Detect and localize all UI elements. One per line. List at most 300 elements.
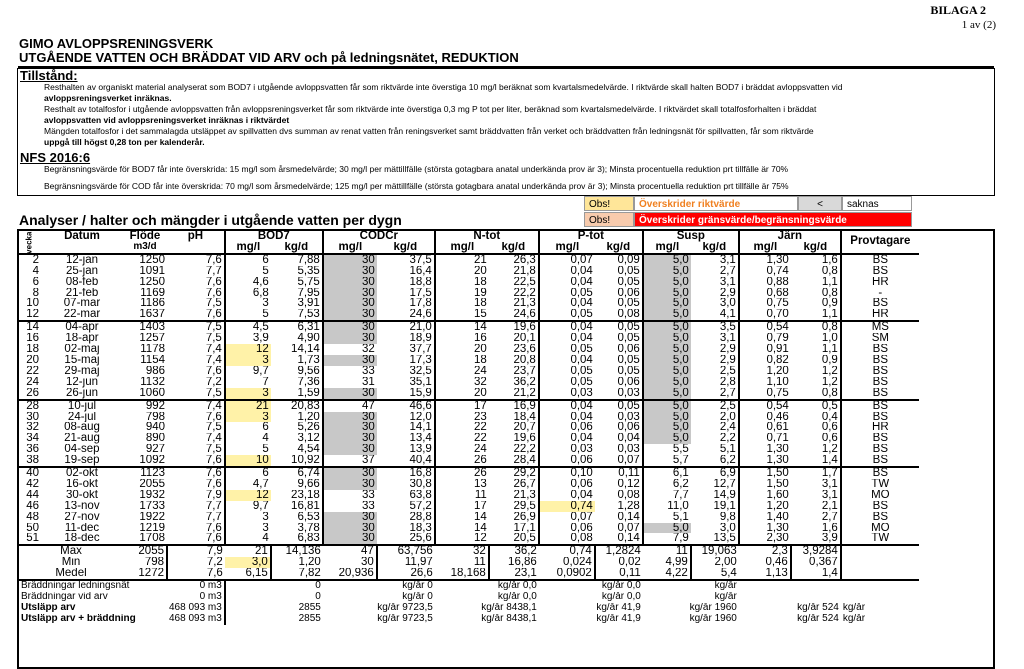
table-cell: 0,08 <box>617 489 640 501</box>
table-cell: 6,2 <box>643 479 691 490</box>
table-row <box>19 412 919 423</box>
table-row <box>19 254 919 266</box>
table-cell: 17,3 <box>409 354 432 366</box>
table-cell: 5,0 <box>643 309 691 321</box>
table-cell: 11-dec <box>64 522 100 534</box>
table-cell: 30 <box>323 533 377 545</box>
table-row <box>19 388 919 400</box>
table-cell: 6,9 <box>719 467 736 479</box>
table-cell: 0,03 <box>617 444 640 456</box>
table-cell: 1123 <box>140 467 165 479</box>
col-unit: mg/l <box>739 242 791 254</box>
table-cell: 1,0 <box>821 333 838 345</box>
table-cell: 6 <box>32 276 39 288</box>
table-cell: 7,6 <box>205 411 222 423</box>
table-cell: Min <box>61 557 81 569</box>
table-cell <box>841 592 919 603</box>
table-cell: 0,08 <box>539 533 595 545</box>
col-ph: pH <box>187 231 204 242</box>
table-row <box>19 277 919 288</box>
table-cell: 0,05 <box>617 365 640 377</box>
table-cell: 0,04 <box>539 266 595 277</box>
table-cell: 0,05 <box>617 321 640 334</box>
table-cell: 31 <box>323 377 377 388</box>
table-row <box>19 400 919 412</box>
table-cell: TW <box>841 479 919 490</box>
table-cell: 1,60 <box>739 490 791 501</box>
table-row <box>19 333 919 344</box>
table-cell: 26,6 <box>377 568 435 580</box>
table-cell: 4 <box>225 533 271 545</box>
table-cell: kg/år <box>842 613 866 624</box>
table-cell: 26 <box>26 387 39 399</box>
table-cell: 2,8 <box>719 376 736 388</box>
table-row <box>19 479 919 490</box>
table-row <box>19 490 919 501</box>
table-cell: 32 <box>435 377 489 388</box>
table-cell: 5 <box>225 309 271 321</box>
table-cell: - <box>841 288 919 299</box>
table-cell: 1,30 <box>739 523 791 534</box>
table-cell: 5,0 <box>643 266 691 277</box>
table-cell: 0,04 <box>539 400 595 412</box>
table-cell: 13-nov <box>64 500 100 512</box>
table-cell: 7,5 <box>205 387 222 399</box>
table-cell: 30 <box>323 277 377 288</box>
table-cell: 0,6 <box>821 422 838 434</box>
col-susp: Susp <box>643 231 739 242</box>
table-cell: 30 <box>323 512 377 523</box>
table-cell: 890 <box>145 433 165 445</box>
table-cell: 32 <box>473 545 486 558</box>
table-cell: 14,136 <box>271 545 323 557</box>
table-cell: 5,0 <box>643 344 691 355</box>
table-cell: 08-aug <box>64 422 100 434</box>
table-cell: 42 <box>26 478 39 490</box>
table-cell: HR <box>841 309 919 321</box>
table-cell: 07-mar <box>63 298 101 310</box>
table-cell: 1932 <box>139 489 165 501</box>
table-cell: 18,3 <box>409 522 432 534</box>
table-cell: 1,30 <box>739 254 791 266</box>
table-cell: BS <box>841 344 919 355</box>
table-cell: 21,0 <box>409 321 432 334</box>
table-cell: 2855 <box>225 603 323 614</box>
table-cell: 28,4 <box>513 455 536 467</box>
table-cell: 0,08 <box>617 309 640 321</box>
table-cell: 15-maj <box>64 354 100 366</box>
table-cell: 3 <box>225 355 271 366</box>
table-cell: 20,83 <box>291 399 320 412</box>
table-cell: 3,1 <box>719 253 736 266</box>
table-cell: 19,1 <box>713 500 736 512</box>
stats-row <box>19 557 919 568</box>
stats-row <box>19 545 919 557</box>
table-cell: 5,7 <box>643 455 691 467</box>
table-cell: 2,0 <box>719 411 736 423</box>
table-cell: 7,4 <box>205 344 222 355</box>
col-bod: BOD7 <box>225 231 323 242</box>
table-cell: 23 <box>435 412 489 423</box>
table-cell: BS <box>841 467 919 479</box>
table-cell: Bräddningar vid arv <box>21 592 108 602</box>
table-cell: 16,8 <box>409 467 432 479</box>
table-cell: 0,05 <box>617 276 640 288</box>
table-cell: 6 <box>225 467 271 479</box>
table-row <box>19 467 919 479</box>
table-cell: 0,07 <box>617 455 640 467</box>
table-cell: 0,11 <box>595 568 643 580</box>
table-cell: 1,73 <box>297 354 320 366</box>
tillstand-line: avloppsvatten vid avloppsreningsverket inräknas i riktvärdet <box>44 115 290 125</box>
legend-obs-pink: Obs! <box>584 212 634 227</box>
table-cell: 18-dec <box>64 533 100 545</box>
table-cell: 7,6 <box>205 533 222 545</box>
table-cell: 0,71 <box>739 433 791 444</box>
table-cell: 2,7 <box>821 511 838 523</box>
document-title: GIMO AVLOPPSRENINGSVERK <box>19 36 214 51</box>
table-cell: 7,7 <box>205 511 222 523</box>
table-cell: 2 <box>32 253 39 266</box>
table-cell: 1,40 <box>739 512 791 523</box>
table-cell: 19-sep <box>64 455 100 467</box>
table-cell: 21 <box>255 545 268 558</box>
table-cell: 7,88 <box>297 253 320 266</box>
legend-obs-yellow: Obs! <box>584 196 634 211</box>
table-cell: 3 <box>225 388 271 400</box>
table-cell: 0,05 <box>539 309 595 321</box>
table-cell: 1257 <box>139 333 165 345</box>
table-cell: kg/år 41,9 <box>596 613 641 624</box>
table-cell: 7,4 <box>205 433 222 445</box>
table-cell: 0,88 <box>739 277 791 288</box>
table-cell: 1,2824 <box>595 545 643 557</box>
table-cell: 1,13 <box>765 568 788 580</box>
table-cell: 7,6 <box>205 467 222 479</box>
col-unit: kg/d <box>393 241 418 253</box>
table-cell: 5,26 <box>297 422 320 434</box>
col-unit: mg/l <box>643 242 691 254</box>
table-cell <box>739 592 841 603</box>
table-cell: 24,6 <box>409 309 432 321</box>
table-cell: 29,2 <box>513 467 536 479</box>
table-row <box>19 309 919 321</box>
table-cell: 20 <box>435 388 489 400</box>
table-cell: 21,8 <box>513 265 536 277</box>
footer-row <box>19 592 919 603</box>
table-cell: BS <box>841 377 919 388</box>
col-datum: Datum <box>64 231 100 242</box>
table-cell: HR <box>841 422 919 433</box>
table-cell: 0,14 <box>617 511 640 523</box>
table-cell: 5 <box>225 444 271 455</box>
table-cell: 0,04 <box>617 433 640 445</box>
table-cell: 7,6 <box>205 287 222 299</box>
table-row <box>19 366 919 377</box>
table-cell: 32 <box>323 344 377 355</box>
table-cell: 32,5 <box>409 365 432 377</box>
table-cell: 12,0 <box>409 411 432 423</box>
table-cell: 0,06 <box>617 344 640 355</box>
table-cell: 21,2 <box>513 387 536 399</box>
table-cell <box>739 580 841 592</box>
table-cell: 0,79 <box>739 333 791 344</box>
table-cell: BS <box>841 366 919 377</box>
document-subtitle: UTGÅENDE VATTEN OCH BRÄDDAT VID ARV och på ledningsnätet, REDUKTION <box>19 50 519 65</box>
table-cell: 10-jul <box>67 399 97 412</box>
table-cell: 940 <box>145 422 165 434</box>
table-cell: TW <box>841 533 919 545</box>
table-cell: 0,10 <box>539 467 595 479</box>
table-cell: 2,9 <box>719 344 736 355</box>
table-cell: 6,1 <box>643 467 691 479</box>
table-cell: 7,53 <box>297 309 320 321</box>
table-cell: 3 <box>225 523 271 534</box>
table-cell: 30 <box>323 388 377 400</box>
table-cell: 02-okt <box>66 467 98 479</box>
table-cell: 0,04 <box>539 333 595 344</box>
table-cell: 22 <box>435 433 489 444</box>
table-cell: 2,30 <box>739 533 791 545</box>
table-cell: 0,5 <box>821 399 838 412</box>
table-cell: 10 <box>26 298 39 310</box>
table-cell: 16-okt <box>66 478 98 490</box>
table-cell: 0,04 <box>539 355 595 366</box>
table-cell: kg/år <box>842 602 866 613</box>
table-cell: 21-aug <box>64 433 100 445</box>
table-cell: 798 <box>145 411 165 423</box>
table-cell: 6,8 <box>225 288 271 299</box>
table-cell: 0 <box>225 592 323 603</box>
table-cell: 7,6 <box>167 568 225 580</box>
table-cell: kg/år 0 <box>402 592 433 602</box>
table-cell: kg/år 9723,5 <box>377 613 433 624</box>
table-cell: 16,86 <box>489 557 539 568</box>
col-unit: mg/l <box>539 242 595 254</box>
table-cell: 30 <box>323 254 377 266</box>
table-cell: 18 <box>435 298 489 309</box>
table-cell: 7,6 <box>205 253 222 266</box>
table-cell: 0,06 <box>539 479 595 490</box>
table-cell: 13 <box>435 479 489 490</box>
table-cell: 0,9 <box>821 298 838 310</box>
table-cell: 12,7 <box>713 478 736 490</box>
table-cell: 7,9 <box>205 489 222 501</box>
table-cell: 9,7 <box>225 366 271 377</box>
table-cell: 21,3 <box>513 298 536 310</box>
table-cell: 2,3 <box>771 545 788 558</box>
table-cell: 30 <box>323 444 377 455</box>
table-cell: 30 <box>323 288 377 299</box>
table-cell: 7,95 <box>297 287 320 299</box>
table-cell: 1403 <box>139 321 165 334</box>
table-cell: 0 m3 <box>199 580 222 592</box>
table-cell: 6,2 <box>719 455 736 467</box>
table-cell: BS <box>841 400 919 412</box>
table-cell: 2,5 <box>719 399 736 412</box>
table-cell: 0,07 <box>539 512 595 523</box>
table-cell: 1091 <box>139 265 165 277</box>
table-cell: 24-jul <box>67 411 97 423</box>
table-cell: 0,04 <box>539 490 595 501</box>
table-cell: 30 <box>323 309 377 321</box>
table-cell: 30 <box>323 523 377 534</box>
table-cell: 3,1 <box>821 489 838 501</box>
table-cell: BS <box>841 455 919 467</box>
table-cell: 1,59 <box>297 387 320 399</box>
table-cell: 30 <box>26 411 39 423</box>
table-cell: 13,4 <box>409 433 432 445</box>
table-cell: 18,8 <box>409 276 432 288</box>
table-cell: 0,03 <box>617 387 640 399</box>
table-cell: 7,5 <box>205 298 222 310</box>
table-cell: 63,8 <box>409 489 432 501</box>
table-cell: 21 <box>435 254 489 266</box>
table-cell: 1733 <box>139 500 165 512</box>
analys-title: Analyser / halter och mängder i utgående vatten per dygn <box>19 212 402 228</box>
table-cell: 0,8 <box>821 387 838 399</box>
table-cell: 22,2 <box>513 287 536 299</box>
table-cell: 48 <box>26 511 39 523</box>
table-cell: 0 <box>225 580 323 592</box>
table-cell: 13,9 <box>409 444 432 456</box>
table-cell <box>841 568 919 580</box>
col-ptot: P-tot <box>539 231 643 242</box>
table-cell: 14 <box>26 321 39 334</box>
tillstand-line: Resthalten av organiskt material analyserat som BOD7 i utgående avloppsvatten får som riktvärde inte överstiga 10 mg/l beräknat som kvartalsmedelvärde. I riktvärde skall halten BOD7 i bräddat avloppsvatten vid <box>44 82 843 92</box>
table-cell: 3,5 <box>719 321 736 334</box>
table-cell: 1178 <box>140 344 165 355</box>
table-cell: BS <box>841 266 919 277</box>
table-cell: 0,02 <box>595 557 643 568</box>
table-cell: 08-feb <box>65 276 99 288</box>
table-cell: 7,9 <box>643 533 691 545</box>
table-cell: BS <box>841 512 919 523</box>
table-cell: 0,07 <box>617 522 640 534</box>
table-row <box>19 355 919 366</box>
table-cell: 5,0 <box>643 377 691 388</box>
table-cell: 11 <box>473 557 486 569</box>
table-cell: 1,1 <box>821 344 838 355</box>
table-cell: 1922 <box>139 511 165 523</box>
table-cell: kg/år 1960 <box>689 602 737 613</box>
table-cell: 0,54 <box>739 321 791 333</box>
table-cell: 46 <box>26 500 39 512</box>
table-cell: 2,4 <box>719 422 736 434</box>
table-row <box>19 512 919 523</box>
table-cell: 0,82 <box>739 355 791 366</box>
table-cell: 0,91 <box>739 344 791 355</box>
table-cell: 1,30 <box>739 455 791 467</box>
table-cell: 7,2 <box>167 557 225 568</box>
tillstand-line: Mängden totalfosfor i det sammalagda utsläppet av spillvatten dvs summan av renat vatten från reningsverket samt bräddvatten från verket och bräddvatten från ledningsnät för spillvatten, får som riktvärde <box>44 126 814 136</box>
table-cell: 12 <box>225 490 271 501</box>
table-cell: 4,6 <box>225 277 271 288</box>
table-cell: 51 <box>26 533 39 545</box>
table-cell: 30 <box>323 333 377 344</box>
table-cell: 3,0 <box>719 298 736 310</box>
legend-less-than: < <box>798 196 842 211</box>
table-cell: 24,6 <box>513 309 536 321</box>
table-cell: 0,68 <box>739 288 791 299</box>
table-cell: 22 <box>435 422 489 433</box>
table-cell: 15,9 <box>409 387 432 399</box>
table-cell: HR <box>841 277 919 288</box>
legend-gransvarde: Överskrider gränsvärde/begränsningsvärde <box>634 212 912 227</box>
table-cell: 37,5 <box>409 253 432 266</box>
table-cell: 2,7 <box>719 265 736 277</box>
tillstand-line: Resthalt av totalfosfor i utgående avloppsvatten från avloppsreningsverket får som riktvärde inte överstiga 0,3 mg P tot per liter, beräknad som kvartalsmedelvärde. I riktvärdet skall totalfosforhalten i bräddat <box>44 104 817 114</box>
table-cell: 5,0 <box>643 298 691 309</box>
table-cell: 47 <box>323 400 377 412</box>
table-cell: 0,06 <box>539 523 595 534</box>
table-cell: 0,04 <box>539 412 595 423</box>
table-cell: 13,5 <box>713 533 736 545</box>
nfs-line: Begränsningsvärde för COD får inte överskrida: 70 mg/l som årsmedelvärde; 125 mg/l per mättillfälle (största gotagbara anatal underkända prov är 3); Minsta procentuella reduktion prt tillfälle är 75% <box>44 181 789 191</box>
bilaga-label: BILAGA 2 <box>930 3 986 17</box>
table-cell: 19,063 <box>691 545 739 557</box>
table-cell: kg/år 41,9 <box>596 602 641 613</box>
table-cell: 14 <box>435 523 489 534</box>
table-cell: 5,0 <box>643 523 691 534</box>
table-row <box>19 433 919 444</box>
table-cell: 7,6 <box>205 522 222 534</box>
table-cell: 26,9 <box>513 511 536 523</box>
table-cell: 19 <box>435 288 489 299</box>
table-cell: 04-apr <box>65 321 99 334</box>
table-cell: 0,04 <box>539 321 595 333</box>
table-cell: 14 <box>435 321 489 333</box>
footer-row <box>19 580 919 592</box>
table-cell: kg/år 0,0 <box>497 592 537 602</box>
table-cell: 2,00 <box>691 557 739 568</box>
table-cell: 1272 <box>138 568 164 580</box>
table-cell: 28 <box>26 399 39 412</box>
table-cell: MS <box>841 321 919 333</box>
table-cell: 30 <box>323 422 377 433</box>
stats-body <box>19 545 919 580</box>
table-cell: 0,04 <box>539 277 595 288</box>
col-ntot: N-tot <box>435 231 539 242</box>
table-cell: 5,0 <box>643 422 691 433</box>
col-provtagare: Provtagare <box>841 231 919 254</box>
table-cell: 9,66 <box>297 478 320 490</box>
table-cell: 17 <box>435 400 489 412</box>
table-cell: 7,7 <box>205 500 222 512</box>
table-cell: 0,05 <box>539 344 595 355</box>
table-cell: 26,7 <box>513 478 536 490</box>
table-cell: 23,1 <box>489 568 539 580</box>
table-cell: 0,05 <box>539 377 595 388</box>
table-cell: 9,56 <box>297 365 320 377</box>
table-cell: 7,7 <box>643 490 691 501</box>
table-cell: 9,8 <box>719 511 736 523</box>
table-cell: 3,1 <box>719 276 736 288</box>
table-cell: 37,7 <box>409 344 432 355</box>
table-row <box>19 298 919 309</box>
table-cell: 0,06 <box>539 422 595 433</box>
table-cell: kg/år 524 <box>797 602 839 613</box>
table-cell: 0,70 <box>739 309 791 321</box>
table-cell: 0,06 <box>539 455 595 467</box>
table-cell: 36,2 <box>489 545 539 557</box>
table-cell: 0,0902 <box>556 568 592 580</box>
col-vecka: vecka <box>24 231 34 254</box>
tillstand-text <box>44 82 989 148</box>
table-cell: 1250 <box>139 253 165 266</box>
table-cell: 0,06 <box>617 287 640 299</box>
table-cell: 18,9 <box>409 333 432 345</box>
